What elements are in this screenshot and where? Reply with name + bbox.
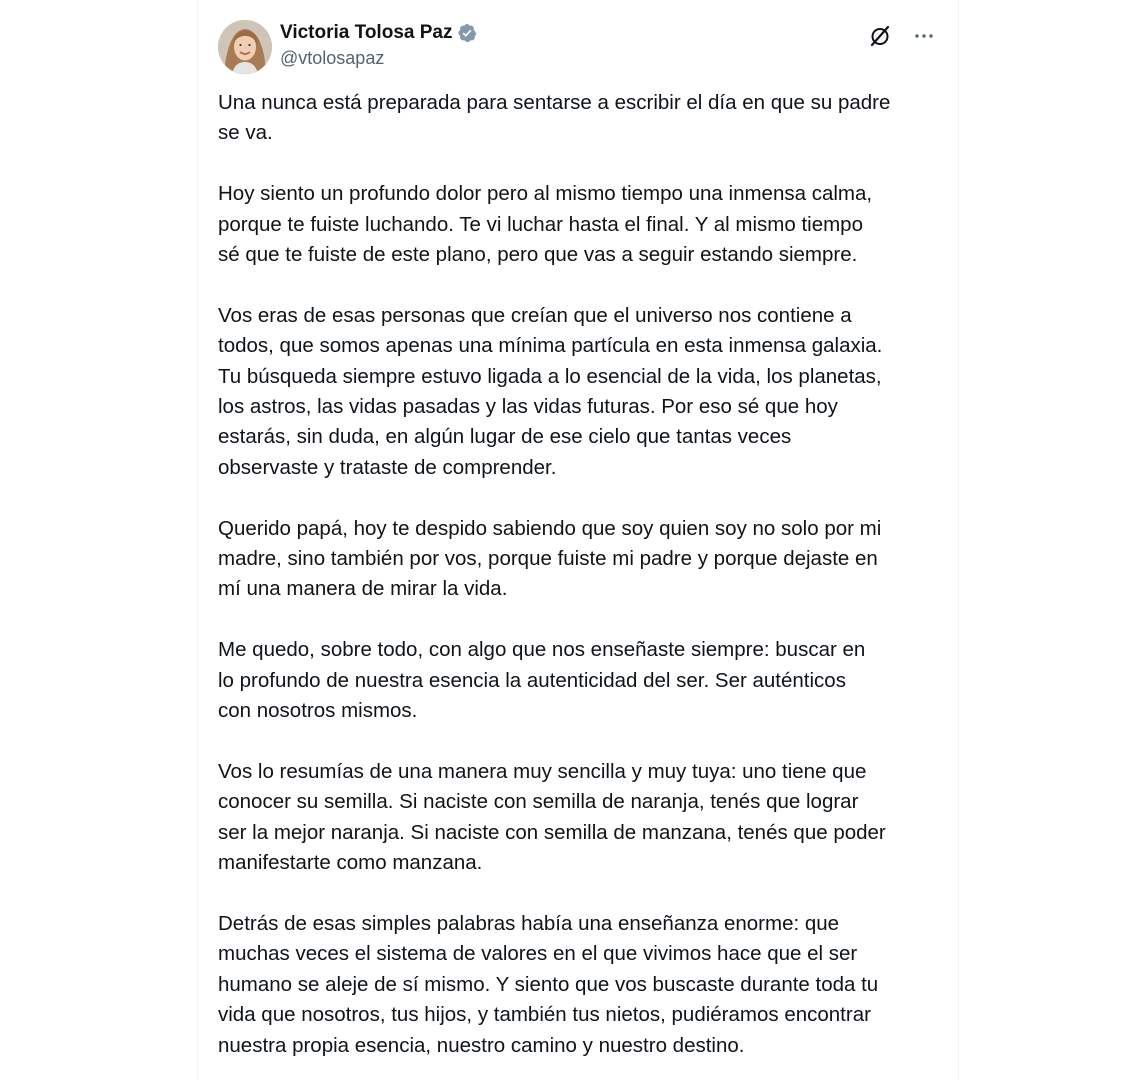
tweet-line: Vos eras de esas personas que creían que el universo nos contiene a — [218, 303, 852, 327]
tweet-line: manifestarte como manzana. — [218, 851, 483, 875]
author-info — [280, 22, 477, 69]
tweet-line: Vos lo resumías de una manera muy sencilla y muy tuya: uno tiene que — [218, 759, 867, 783]
tweet-line: Tu búsqueda siempre estuvo ligada a lo esencial de la vida, los planetas, — [218, 364, 882, 388]
tweet-line: con nosotros mismos. — [218, 699, 418, 723]
tweet-actions — [866, 22, 938, 50]
tweet-paragraph — [218, 757, 948, 879]
tweet-line: vida que nosotros, tus hijos, y también tus nietos, pudiéramos encontrar — [218, 1003, 871, 1027]
grok-icon[interactable] — [866, 22, 894, 50]
tweet-line: lo profundo de nuestra esencia la autenticidad del ser. Ser auténticos — [218, 668, 846, 692]
tweet-line: conocer su semilla. Si naciste con semilla de naranja, tenés que lograr — [218, 790, 859, 814]
tweet-line: mí una manera de mirar la vida. — [218, 577, 508, 601]
tweet-paragraph — [218, 88, 948, 149]
author-handle[interactable]: @vtolosapaz — [280, 48, 385, 68]
tweet-line: Una nunca está preparada para sentarse a escribir el día en que su padre — [218, 91, 891, 114]
tweet-line: nuestra propia esencia, nuestro camino y nuestro destino. — [218, 1033, 745, 1057]
tweet-line: muchas veces el sistema de valores en el que vivimos hace que el ser — [218, 942, 858, 966]
verified-badge-icon[interactable] — [457, 23, 477, 43]
tweet-paragraph — [218, 301, 948, 483]
tweet-line: porque te fuiste luchando. Te vi luchar hasta el final. Y al mismo tiempo — [218, 212, 863, 236]
tweet-header — [218, 18, 938, 78]
tweet-line: ser la mejor naranja. Si naciste con semilla de manzana, tenés que poder — [218, 820, 886, 844]
tweet-line: Hoy siento un profundo dolor pero al mismo tiempo una inmensa calma, — [218, 182, 873, 206]
tweet-line: estarás, sin duda, en algún lugar de ese cielo que tantas veces — [218, 425, 792, 449]
tweet-line: los astros, las vidas pasadas y las vidas futuras. Por eso sé que hoy — [218, 395, 838, 419]
tweet-line: todos, que somos apenas una mínima partícula en esta inmensa galaxia. — [218, 334, 883, 358]
tweet-line: se va. — [218, 121, 273, 145]
tweet-line: sé que te fuiste de este plano, pero que vas a seguir estando siempre. — [218, 243, 858, 267]
tweet-paragraph — [218, 635, 948, 726]
tweet-paragraph — [218, 514, 948, 605]
tweet-line: Me quedo, sobre todo, con algo que nos enseñaste siempre: buscar en — [218, 638, 866, 662]
tweet-line: Detrás de esas simples palabras había una enseñanza enorme: que — [218, 911, 840, 935]
tweet-paragraph — [218, 909, 948, 1061]
tweet-line: observaste y trataste de comprender. — [218, 455, 557, 479]
tweet-card — [197, 0, 959, 1080]
more-options-icon[interactable] — [910, 22, 938, 50]
tweet-paragraph — [218, 179, 948, 270]
tweet-line: Querido papá, hoy te despido sabiendo que soy quien soy no solo por mi — [218, 516, 882, 540]
tweet-line: madre, sino también por vos, porque fuiste mi padre y porque dejaste en — [218, 547, 878, 571]
tweet-text — [218, 88, 948, 1061]
tweet-line: humano se aleje de sí mismo. Y siento que vos buscaste durante toda tu — [218, 972, 879, 996]
profile-photo-icon — [218, 20, 272, 74]
avatar[interactable] — [218, 20, 272, 74]
author-display-name[interactable]: Victoria Tolosa Paz — [280, 22, 453, 43]
